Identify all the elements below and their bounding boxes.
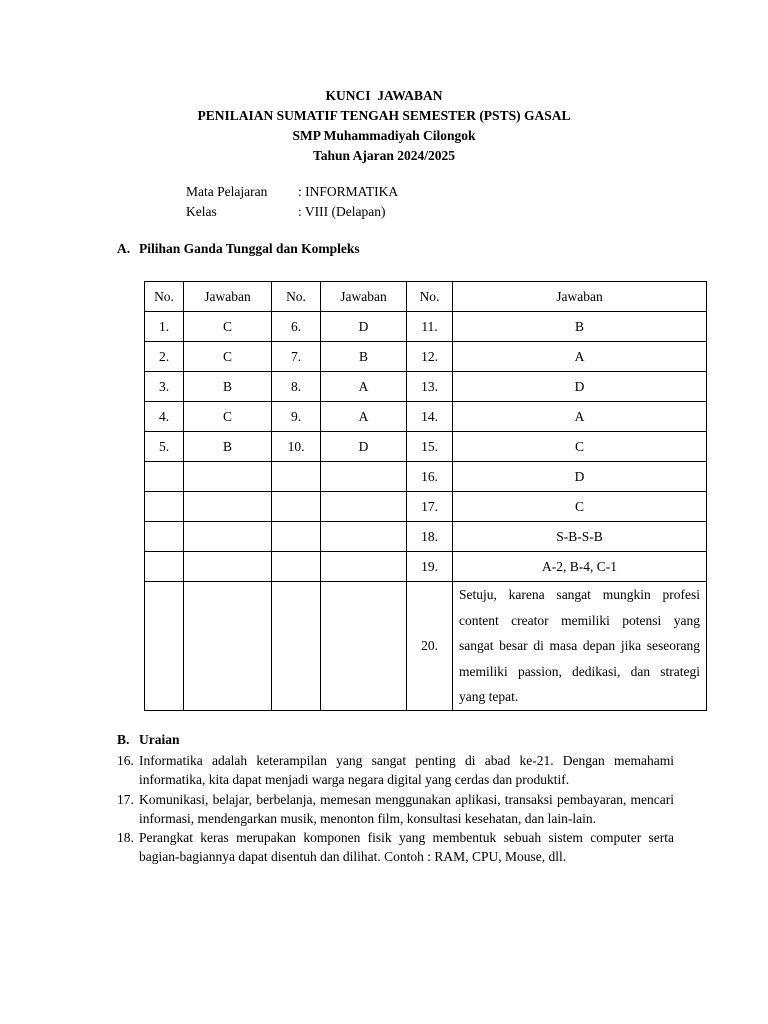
table-header-cell: Jawaban <box>321 282 407 312</box>
header-school: SMP Muhammadiyah Cilongok <box>292 128 476 143</box>
meta-class-row <box>186 202 398 222</box>
table-cell: B <box>184 372 272 402</box>
table-row <box>145 312 707 342</box>
table-row <box>145 492 707 522</box>
table-cell: 13. <box>407 372 453 402</box>
document-header <box>0 86 768 166</box>
essay-answers <box>117 751 674 867</box>
table-cell: A <box>453 342 707 372</box>
table-cell <box>321 492 407 522</box>
table-row <box>145 582 707 711</box>
table-cell: A <box>453 402 707 432</box>
essay-number: 16. <box>117 753 134 768</box>
section-a-number: A. <box>117 241 131 256</box>
table-cell: 14. <box>407 402 453 432</box>
essay-text: Komunikasi, belajar, berbelanja, memesan menggunakan aplikasi, transaksi pembayaran, mencari informasi, mendengarkan musik, menonton film, konsultasi kesehatan, dan lain-lain. <box>139 791 674 826</box>
table-cell <box>145 522 184 552</box>
table-cell: 2. <box>145 342 184 372</box>
answer-key-table <box>144 281 707 711</box>
table-cell <box>145 462 184 492</box>
table-cell: 17. <box>407 492 453 522</box>
table-cell <box>145 582 184 711</box>
header-title: KUNCI JAWABAN <box>325 88 443 103</box>
table-cell <box>272 492 321 522</box>
table-row <box>145 552 707 582</box>
table-cell: D <box>453 462 707 492</box>
essay-item <box>117 790 674 829</box>
table-cell <box>184 462 272 492</box>
section-b-title: Uraian <box>139 732 180 747</box>
table-cell <box>145 552 184 582</box>
table-cell: 16. <box>407 462 453 492</box>
table-cell <box>272 582 321 711</box>
table-cell <box>272 522 321 552</box>
table-cell: 6. <box>272 312 321 342</box>
essay-item <box>117 751 674 790</box>
header-exam-name: PENILAIAN SUMATIF TENGAH SEMESTER (PSTS) GASAL <box>197 108 571 123</box>
table-header-cell: Jawaban <box>184 282 272 312</box>
table-row <box>145 372 707 402</box>
table-cell: 12. <box>407 342 453 372</box>
table-header-row <box>145 282 707 312</box>
section-b-number: B. <box>117 732 130 747</box>
table-cell <box>184 582 272 711</box>
table-row <box>145 462 707 492</box>
table-cell: 18. <box>407 522 453 552</box>
table-cell: D <box>321 312 407 342</box>
table-cell: D <box>321 432 407 462</box>
table-cell <box>272 552 321 582</box>
table-row <box>145 522 707 552</box>
table-cell: B <box>453 312 707 342</box>
table-cell: B <box>184 432 272 462</box>
table-cell <box>184 522 272 552</box>
table-cell: A-2, B-4, C-1 <box>453 552 707 582</box>
essay-number: 17. <box>117 791 134 807</box>
table-header-cell: Jawaban <box>453 282 707 312</box>
table-cell: 19. <box>407 552 453 582</box>
table-cell <box>321 582 407 711</box>
table-header-cell: No. <box>407 282 453 312</box>
table-cell: B <box>321 342 407 372</box>
table-cell: A <box>321 402 407 432</box>
table-row <box>145 402 707 432</box>
table-row <box>145 342 707 372</box>
table-cell: Setuju, karena sangat mungkin profesi content creator memiliki potensi yang sangat besar di masa depan jika seseorang memiliki passion, dedikasi, dan strategi yang tepat. <box>453 582 707 711</box>
table-cell <box>145 492 184 522</box>
table-cell <box>321 522 407 552</box>
header-year: Tahun Ajaran 2024/2025 <box>312 148 456 163</box>
table-cell: 9. <box>272 402 321 432</box>
essay-number: 18. <box>117 830 134 846</box>
document-meta <box>186 182 398 221</box>
table-cell: 1. <box>145 312 184 342</box>
table-cell <box>321 462 407 492</box>
table-cell: 15. <box>407 432 453 462</box>
table-header-cell: No. <box>272 282 321 312</box>
table-cell: C <box>453 492 707 522</box>
table-cell: 3. <box>145 372 184 402</box>
table-cell: 5. <box>145 432 184 462</box>
meta-class-label: Kelas <box>186 203 217 219</box>
table-cell: C <box>184 342 272 372</box>
table-cell: 8. <box>272 372 321 402</box>
essay-text: Perangkat keras merupakan komponen fisik yang membentuk sebuah sistem computer serta bagian-bagiannya dapat disentuh dan dilihat. Contoh : RAM, CPU, Mouse, dll. <box>139 830 674 865</box>
meta-subject-row <box>186 182 398 202</box>
table-cell: C <box>184 402 272 432</box>
table-cell: 7. <box>272 342 321 372</box>
answer-table-body <box>145 282 707 711</box>
section-b-heading <box>117 732 180 748</box>
meta-subject-value: : INFORMATIKA <box>298 184 399 199</box>
essay-item <box>117 828 674 867</box>
table-cell <box>272 462 321 492</box>
table-cell <box>184 492 272 522</box>
table-cell <box>321 552 407 582</box>
table-cell: 10. <box>272 432 321 462</box>
table-cell: A <box>321 372 407 402</box>
meta-subject-label: Mata Pelajaran <box>186 184 268 199</box>
table-cell <box>184 552 272 582</box>
table-cell: 11. <box>407 312 453 342</box>
section-a-heading <box>117 241 360 257</box>
table-cell: S-B-S-B <box>453 522 707 552</box>
table-row <box>145 432 707 462</box>
table-cell: 4. <box>145 402 184 432</box>
table-cell: D <box>453 372 707 402</box>
essay-text: Informatika adalah keterampilan yang sangat penting di abad ke-21. Dengan memahami informatika, kita dapat menjadi warga negara digital yang cerdas dan produktif. <box>139 753 674 788</box>
table-header-cell: No. <box>145 282 184 312</box>
table-cell: C <box>453 432 707 462</box>
table-cell: 20. <box>407 582 453 711</box>
table-cell: C <box>184 312 272 342</box>
meta-class-value: : VIII (Delapan) <box>298 203 386 219</box>
section-a-title: Pilihan Ganda Tunggal dan Kompleks <box>139 241 360 256</box>
